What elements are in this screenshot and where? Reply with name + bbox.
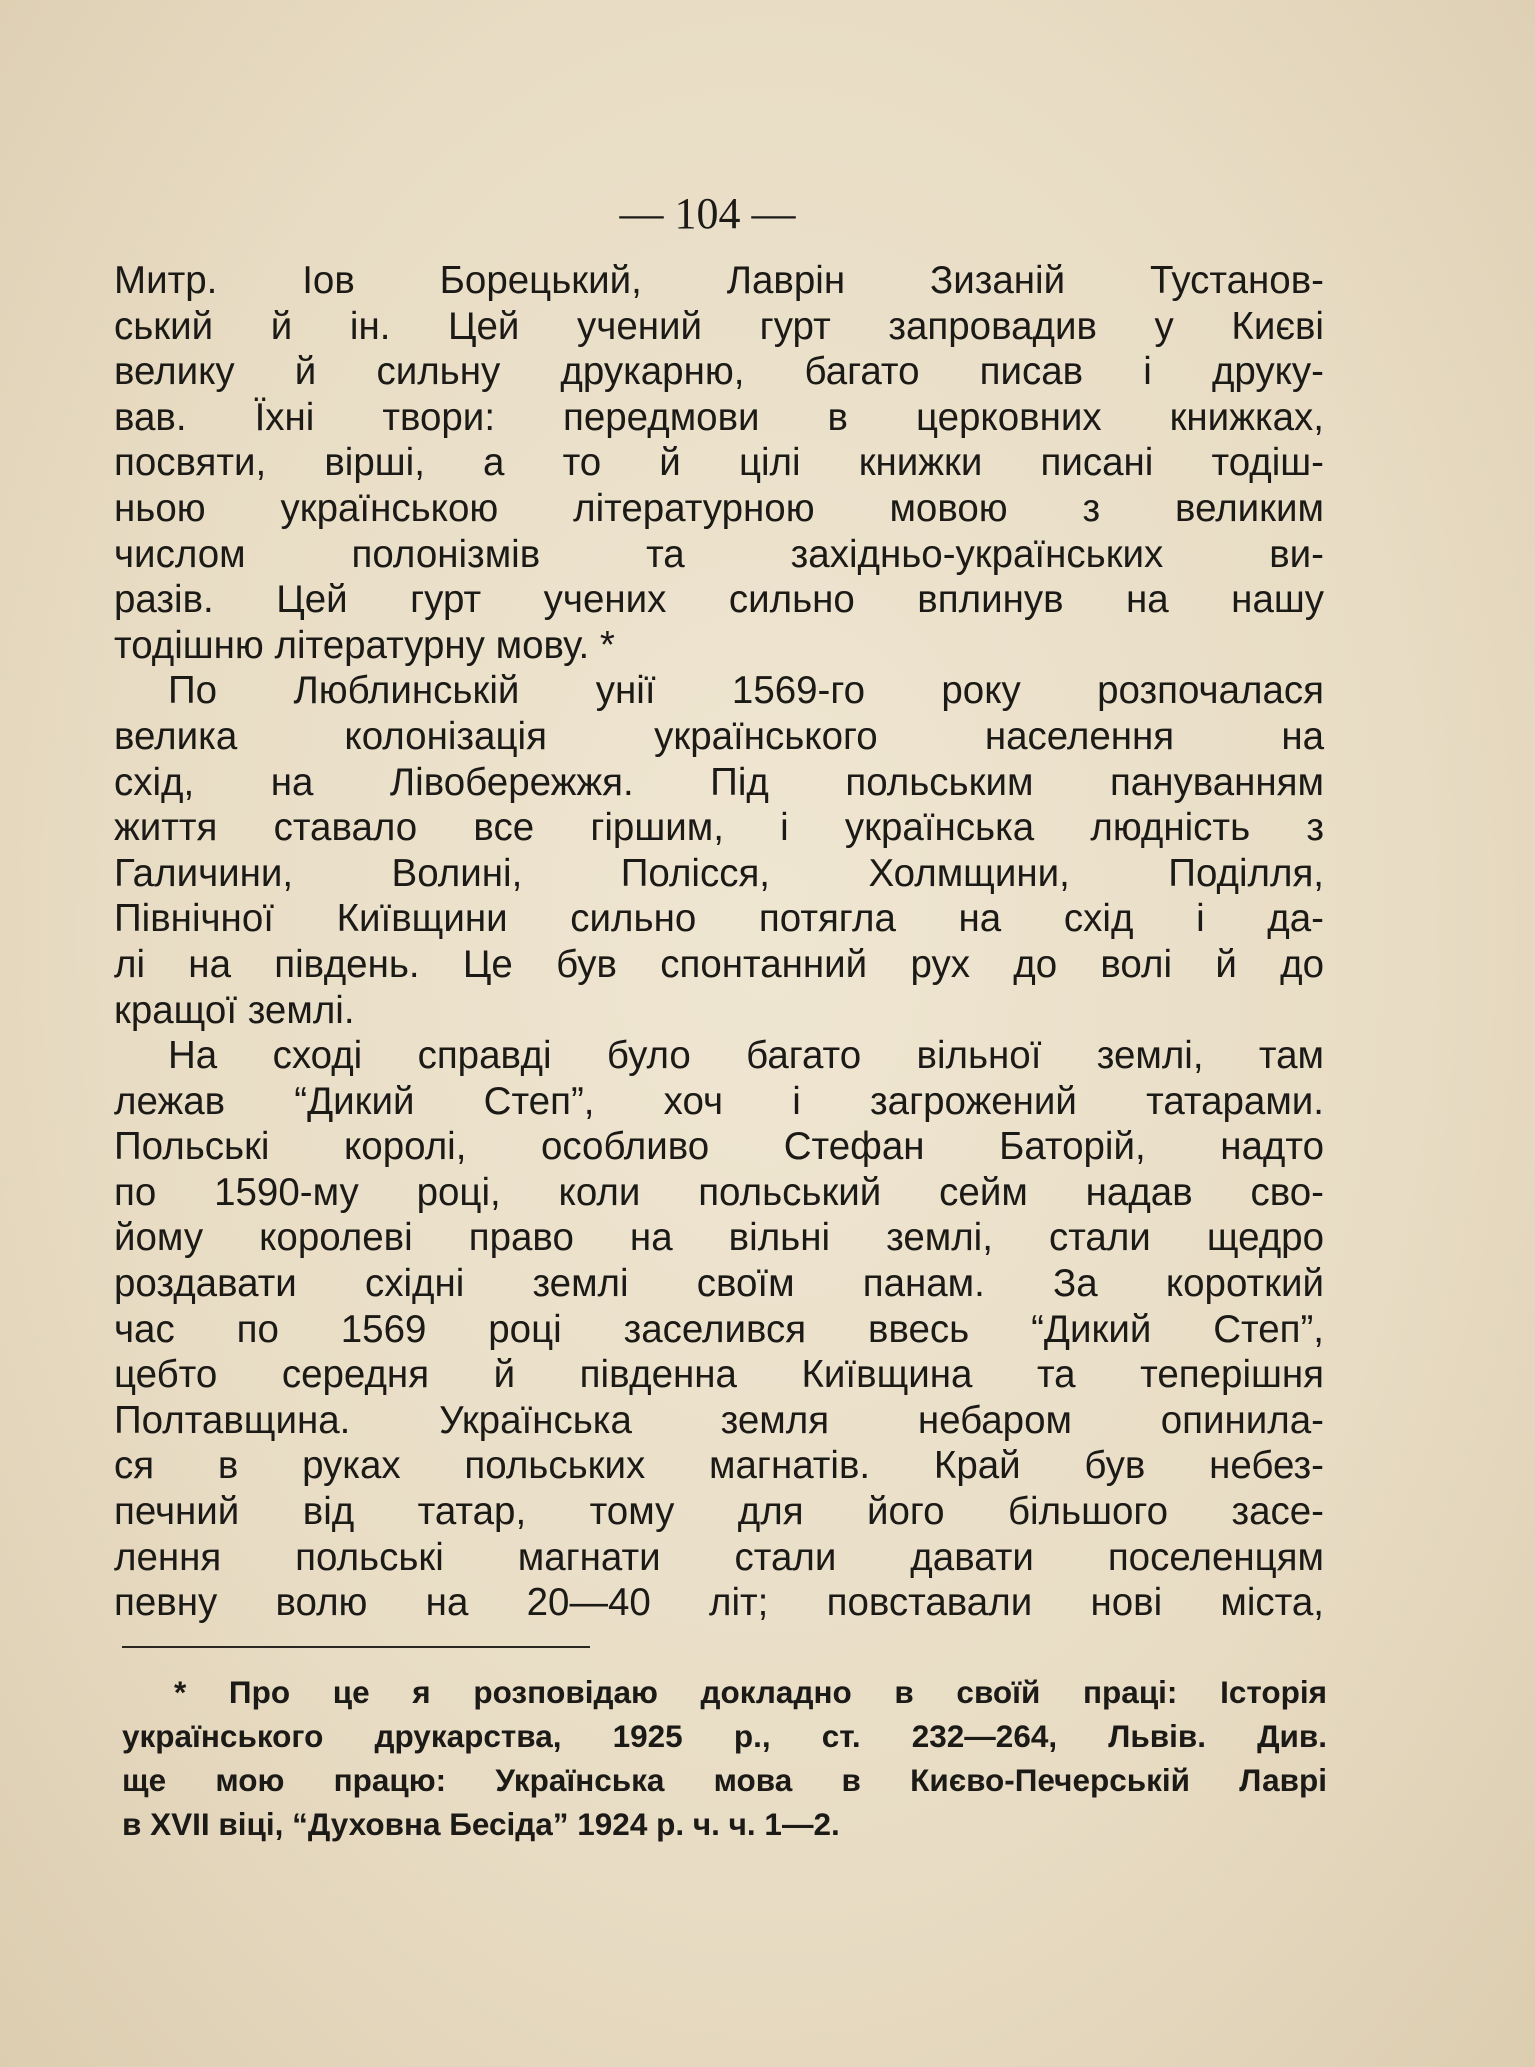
footnote — [122, 1670, 1327, 1846]
body-line: життя ставало все гіршим, і українська людність з — [114, 806, 1324, 850]
body-line: числом полонізмів та західньо-українських ви- — [114, 532, 1324, 576]
footnote-divider — [122, 1646, 590, 1648]
body-line: велику й сильну друкарню, багато писав і друку- — [114, 350, 1324, 394]
footnote-line: в XVII віці, “Духовна Бесіда” 1924 р. ч. ч. 1—2. — [122, 1806, 840, 1842]
body-line: лі на південь. Це був спонтанний рух до волі й до — [114, 942, 1324, 986]
body-line: вав. Їхні твори: передмови в церковних книжках, — [114, 395, 1324, 439]
footnote-line: українського друкарства, 1925 р., ст. 232—264, Львів. Див. — [122, 1718, 1327, 1754]
body-line: роздавати східні землі своїм панам. За короткий — [114, 1262, 1324, 1306]
page-number: — 104 — — [619, 189, 796, 238]
body-line: разів. Цей гурт учених сильно вплинув на нашу — [114, 578, 1324, 622]
body-line: На сході справді було багато вільної землі, там — [168, 1034, 1324, 1078]
body-line: Польські королі, особливо Стефан Баторій, надто — [114, 1125, 1324, 1169]
body-line: печний від татар, тому для його більшого засе- — [114, 1490, 1324, 1534]
body-line: лежав “Дикий Степ”, хоч і загрожений татарами. — [114, 1079, 1324, 1123]
body-line: певну волю на 20—40 літ; повставали нові міста, — [114, 1581, 1324, 1625]
body-line: лення польські магнати стали давати поселенцям — [114, 1535, 1324, 1579]
body-line: По Люблинській унії 1569-го року розпочалася — [168, 669, 1324, 713]
body-line: йому королеві право на вільні землі, стали щедро — [114, 1216, 1324, 1260]
body-text — [114, 258, 1324, 1626]
body-line: Північної Київщини сильно потягла на схід і да- — [114, 897, 1324, 941]
body-line: Полтавщина. Українська земля небаром опинила- — [114, 1398, 1324, 1442]
body-line: по 1590-му році, коли польський сейм надав сво- — [114, 1170, 1324, 1214]
body-line: час по 1569 році заселився ввесь “Дикий Степ”, — [114, 1307, 1324, 1351]
body-line: Галичини, Волині, Полісся, Холмщини, Поділля, — [114, 851, 1324, 895]
footnote-line: * Про це я розповідаю докладно в своїй праці: Історія — [174, 1674, 1327, 1710]
body-line: тодішню літературну мову. * — [114, 623, 615, 667]
body-line: ньою українською літературною мовою з великим — [114, 486, 1324, 530]
body-line: цебто середня й південна Київщина та теперішня — [114, 1353, 1324, 1397]
footnote-line: ще мою працю: Українська мова в Києво-Печерській Лаврі — [122, 1762, 1327, 1798]
body-line: ський й ін. Цей учений гурт запровадив у Києві — [114, 304, 1324, 348]
body-line: кращої землі. — [114, 988, 355, 1032]
body-line: схід, на Лівобережжя. Під польським пануванням — [114, 760, 1324, 804]
body-line: ся в руках польських магнатів. Край був небез- — [114, 1444, 1324, 1488]
body-line: Митр. Іов Борецький, Лаврін Зизаній Тустанов- — [114, 259, 1324, 302]
body-line: посвяти, вірші, а то й цілі книжки писані тодіш- — [114, 441, 1324, 485]
body-line: велика колонізація українського населення на — [114, 714, 1324, 758]
